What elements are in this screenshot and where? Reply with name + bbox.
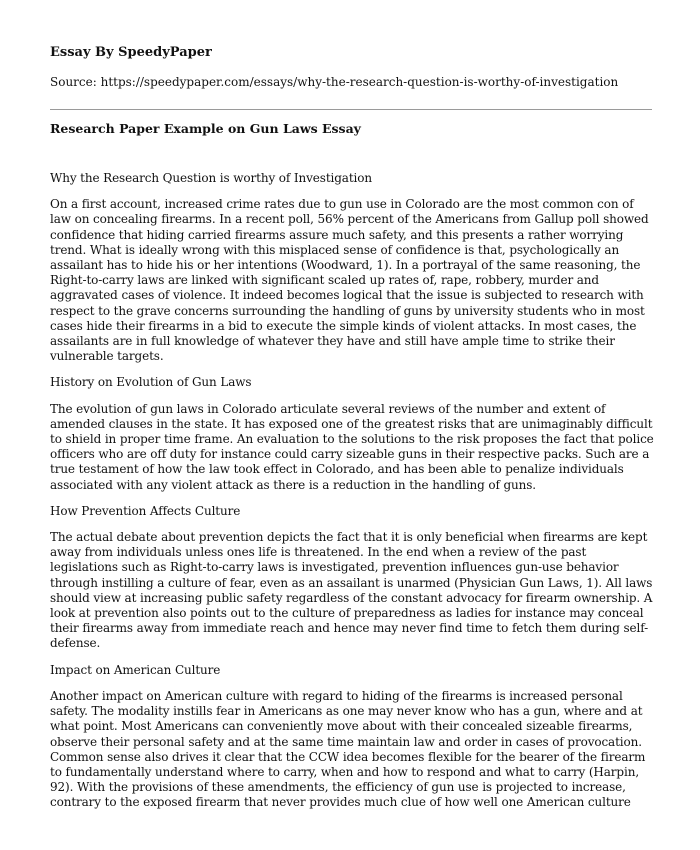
section-heading: History on Evolution of Gun Laws [50, 375, 252, 390]
section-paragraph: On a first account, increased crime rates due to gun use in Colorado are the most common con of law on concealing firearms. In a recent poll, 56% percent of the Americans from Gallup poll showed confidence that hiding carried firearms assure much safety, and this presents a rather worrying trend. What is ideally wrong with this misplaced sense of confidence is that, psychologically an assailant has to hide his or her intentions (Woodward, 1). In a portrayal of the same reasoning, the Right-to-carry laws are linked with significant scaled up rates of, rape, robbery, murder and aggravated cases of violence. It indeed becomes logical that the issue is subjected to research with respect to the grave concerns surrounding the handling of guns by university students who in most cases hide their firearms in a bid to execute the simple kinds of violent attacks. In most cases, the assailants are in full knowledge of whatever they have and still have ample time to strike their vulnerable targets. [50, 197, 649, 364]
section-paragraph: The actual debate about prevention depicts the fact that it is only beneficial when firearms are kept away from individuals unless ones life is threatened. In the end when a review of the past legislations such as Right-to-carry laws is investigated, prevention influences gun-use behavior through instilling a culture of fear, even as an assailant is unarmed (Physician Gun Laws, 1). All laws should view at increasing public safety regardless of the constant advocacy for firearm ownership. A look at prevention also points out to the culture of preparedness as ladies for instance may conceal their firearms away from immediate reach and hence may never find time to fetch them during self-defense. [50, 530, 653, 651]
section-heading: Impact on American Culture [50, 662, 221, 677]
document-header [50, 44, 660, 90]
section-paragraph: The evolution of gun laws in Colorado articulate several reviews of the number and extent of amended clauses in the state. It has exposed one of the greatest risks that are unimaginably difficult to shield in proper time frame. An evaluation to the solutions to the risk proposes the fact that police officers who are off duty for instance could carry sizeable guns in their respective packs. Such are a true testament of how the law took effect in Colorado, and has been able to penalize individuals associated with any violent attack as there is a reduction in the handling of guns. [50, 401, 654, 492]
header-divider [50, 109, 652, 110]
document-title: Research Paper Example on Gun Laws Essay [50, 121, 361, 136]
section-heading: How Prevention Affects Culture [50, 503, 241, 518]
section-heading: Why the Research Question is worthy of Investigation [50, 171, 372, 185]
source-line: Source: https://speedypaper.com/essays/why-the-research-question-is-worthy-of-investigation [50, 75, 619, 89]
brand-line: Essay By SpeedyPaper [50, 45, 212, 60]
section-paragraph: Another impact on American culture with regard to hiding of the firearms is increased personal safety. The modality instills fear in Americans as one may never know who has a gun, where and at what point. Most Americans can conveniently move about with their concealed sizeable firearms, observe their personal safety and at the same time maintain law and order in cases of provocation. Common sense also drives it clear that the CCW idea becomes flexible for the bearer of the firearm to fundamentally understand where to carry, when and how to respond and what to carry (Harpin, 92). With the provisions of these amendments, the efficiency of gun use is projected to increase, contrary to the exposed firearm that never provides much clue of how well one American culture [50, 688, 646, 810]
document-body [50, 171, 654, 822]
